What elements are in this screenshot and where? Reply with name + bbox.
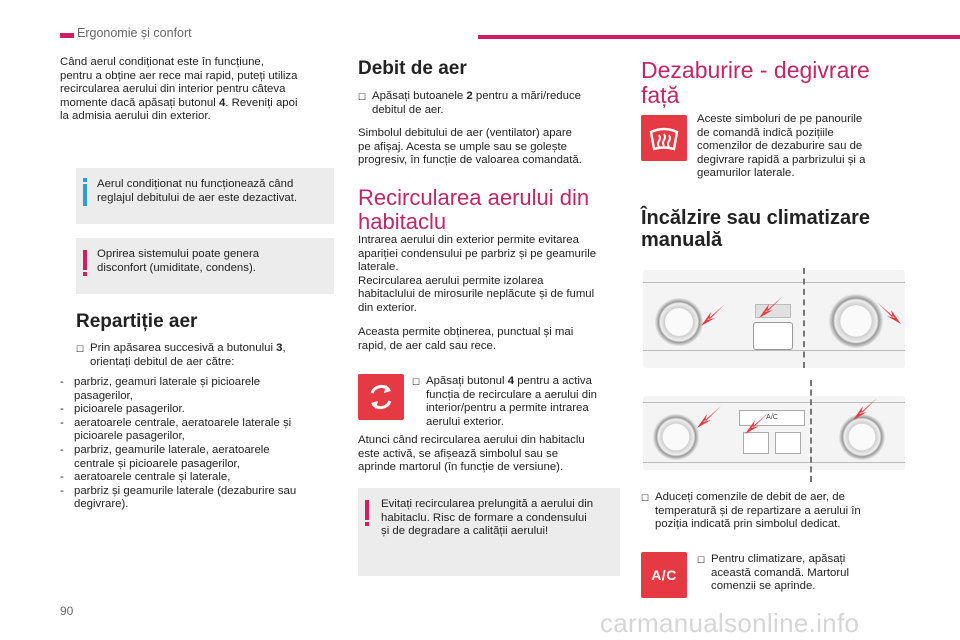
divider-dashed-vertical xyxy=(810,380,814,482)
ac-button-icon xyxy=(641,552,687,598)
header-line-right xyxy=(478,35,960,39)
info-note-line: Aerul condiționat nu funcționează când xyxy=(97,178,294,190)
debit-title: Debit de aer xyxy=(358,58,467,79)
checkbox-bullet-icon: ☐ xyxy=(76,344,85,354)
list-item: - parbriz și geamurile laterale (dezaburire sau degivrare). xyxy=(60,484,297,511)
incalzire-bullet: ☐ Aduceți comenzile de debit de aer, de temperatură și de repartizare a aerului în poziția indicată prin simbolul dedicat. xyxy=(641,491,861,531)
list-item: - aeratoarele centrale, aeratoarele laterale și picioarele pasagerilor, xyxy=(60,416,292,443)
ac-icon-label: A/C xyxy=(651,567,677,583)
repartitie-dash-list xyxy=(60,376,342,512)
warning-note-line: Oprirea sistemului poate genera xyxy=(97,248,260,260)
dezaburire-title: Dezaburire - degivrare față xyxy=(641,57,870,108)
warning-note-line: habitaclu. Risc de formare a condensului xyxy=(381,511,587,524)
warning-icon xyxy=(365,500,371,528)
left-knob xyxy=(655,298,703,346)
pointer-arrow xyxy=(693,404,723,434)
climate-panel-illustration-1 xyxy=(643,270,905,368)
pointer-arrow xyxy=(875,298,905,328)
checkbox-bullet-icon: ☐ xyxy=(358,92,367,102)
pointer-arrow xyxy=(849,396,879,426)
dezaburire-text: Aceste simboluri de pe panourile de comandă indică pozițiile comenzilor de dezaburire sau de degivrare rapidă a parbrizului și a geamurilor laterale. xyxy=(697,113,866,180)
recirc-warning-box xyxy=(358,488,620,576)
header-section-title: Ergonomie și confort xyxy=(77,26,192,40)
climate-panel-illustration-2 xyxy=(643,396,905,470)
warning-note-box xyxy=(76,238,334,294)
watermark: carmanualsonline.info xyxy=(600,608,860,638)
header-line-left xyxy=(60,33,74,38)
pointer-arrow xyxy=(757,294,787,324)
pointer-arrow xyxy=(741,410,771,440)
info-note-box xyxy=(76,168,334,224)
recirc-text-1: Intrarea aerului din exterior permite evitarea apariției condensului pe parbriz și pe geamurile laterale. Recircularea aerului permite izolarea habitaclului de mirosurile neplăcute și de fumul din exterior. xyxy=(358,234,597,314)
page-number: 90 xyxy=(60,604,74,618)
recirc-title: Recircularea aerului din habitaclu xyxy=(358,185,590,234)
debit-text: Simbolul debitului de aer (ventilator) apare pe afișaj. Acesta se umple sau se golește progresiv, în funcție de valoarea comandată. xyxy=(358,127,582,167)
list-item: - parbriz, geamurile laterale, aeratoarele centrale și picioarele pasagerilor, xyxy=(60,443,270,470)
defrost-button-graphic xyxy=(753,322,793,350)
incalzire-title: Încălzire sau climatizare manuală xyxy=(641,207,871,251)
defrost-windshield-icon xyxy=(641,115,687,161)
debit-bullet: ☐ Apăsați butoanele 2 pentru a mări/reduce debitul de aer. xyxy=(358,90,581,116)
list-item: - aeratoarele centrale și laterale, xyxy=(60,471,231,484)
checkbox-bullet-icon: ☐ xyxy=(412,377,421,387)
repartitie-bullet: ☐ Prin apăsarea succesivă a butonului 3, orientați debitul de aer către: xyxy=(76,342,286,368)
pointer-arrow xyxy=(697,300,727,330)
checkbox-bullet-icon: ☐ xyxy=(641,493,650,503)
divider-dashed-vertical xyxy=(803,268,807,368)
info-icon xyxy=(83,178,89,206)
panel-ac-label: A/C xyxy=(739,410,805,426)
col1-intro: Când aerul condiționat este în funcțiune, pentru a obține aer rece mai rapid, puteți utiliza recircularea aerului din interior pentru câteva momente dacă apăsați butonul 4. Reveniți apoi la admisia aerului din exterior. xyxy=(60,56,298,123)
warning-note-line: și de degradare a calității aerului! xyxy=(381,525,549,538)
repartitie-title: Repartiție aer xyxy=(76,311,198,332)
recirc-text-2: Aceasta permite obținerea, punctual și mai rapid, de aer cald sau rece. xyxy=(358,326,574,352)
checkbox-bullet-icon: ☐ xyxy=(697,555,706,565)
header-bar xyxy=(0,0,960,40)
recirc-text-3: Atunci când recircularea aerului din habitaclu este activă, se afișează simbolul sau se aprinde martorul (în funcție de versiune). xyxy=(358,434,585,474)
warning-note-line: disconfort (umiditate, condens). xyxy=(97,261,256,274)
recirculation-icon xyxy=(358,374,404,420)
warning-note-line: Evitați recircularea prelungită a aerului din xyxy=(381,498,594,510)
info-note-line: reglajul debitului de aer este dezactivat. xyxy=(97,191,298,204)
ac-bullet: ☐ Pentru climatizare, apăsați această comandă. Martorul comenzii se aprinde. xyxy=(697,553,850,593)
list-item: - picioarele pasagerilor. xyxy=(60,403,185,416)
recirc-bullet: ☐ Apăsați butonul 4 pentru a activa funcția de recirculare a aerului din interior/pentru a permite intrarea aerului exterior. xyxy=(412,375,597,428)
list-item: - parbriz, geamuri laterale și picioarele pasagerilor, xyxy=(60,376,261,402)
warning-icon xyxy=(83,250,89,278)
